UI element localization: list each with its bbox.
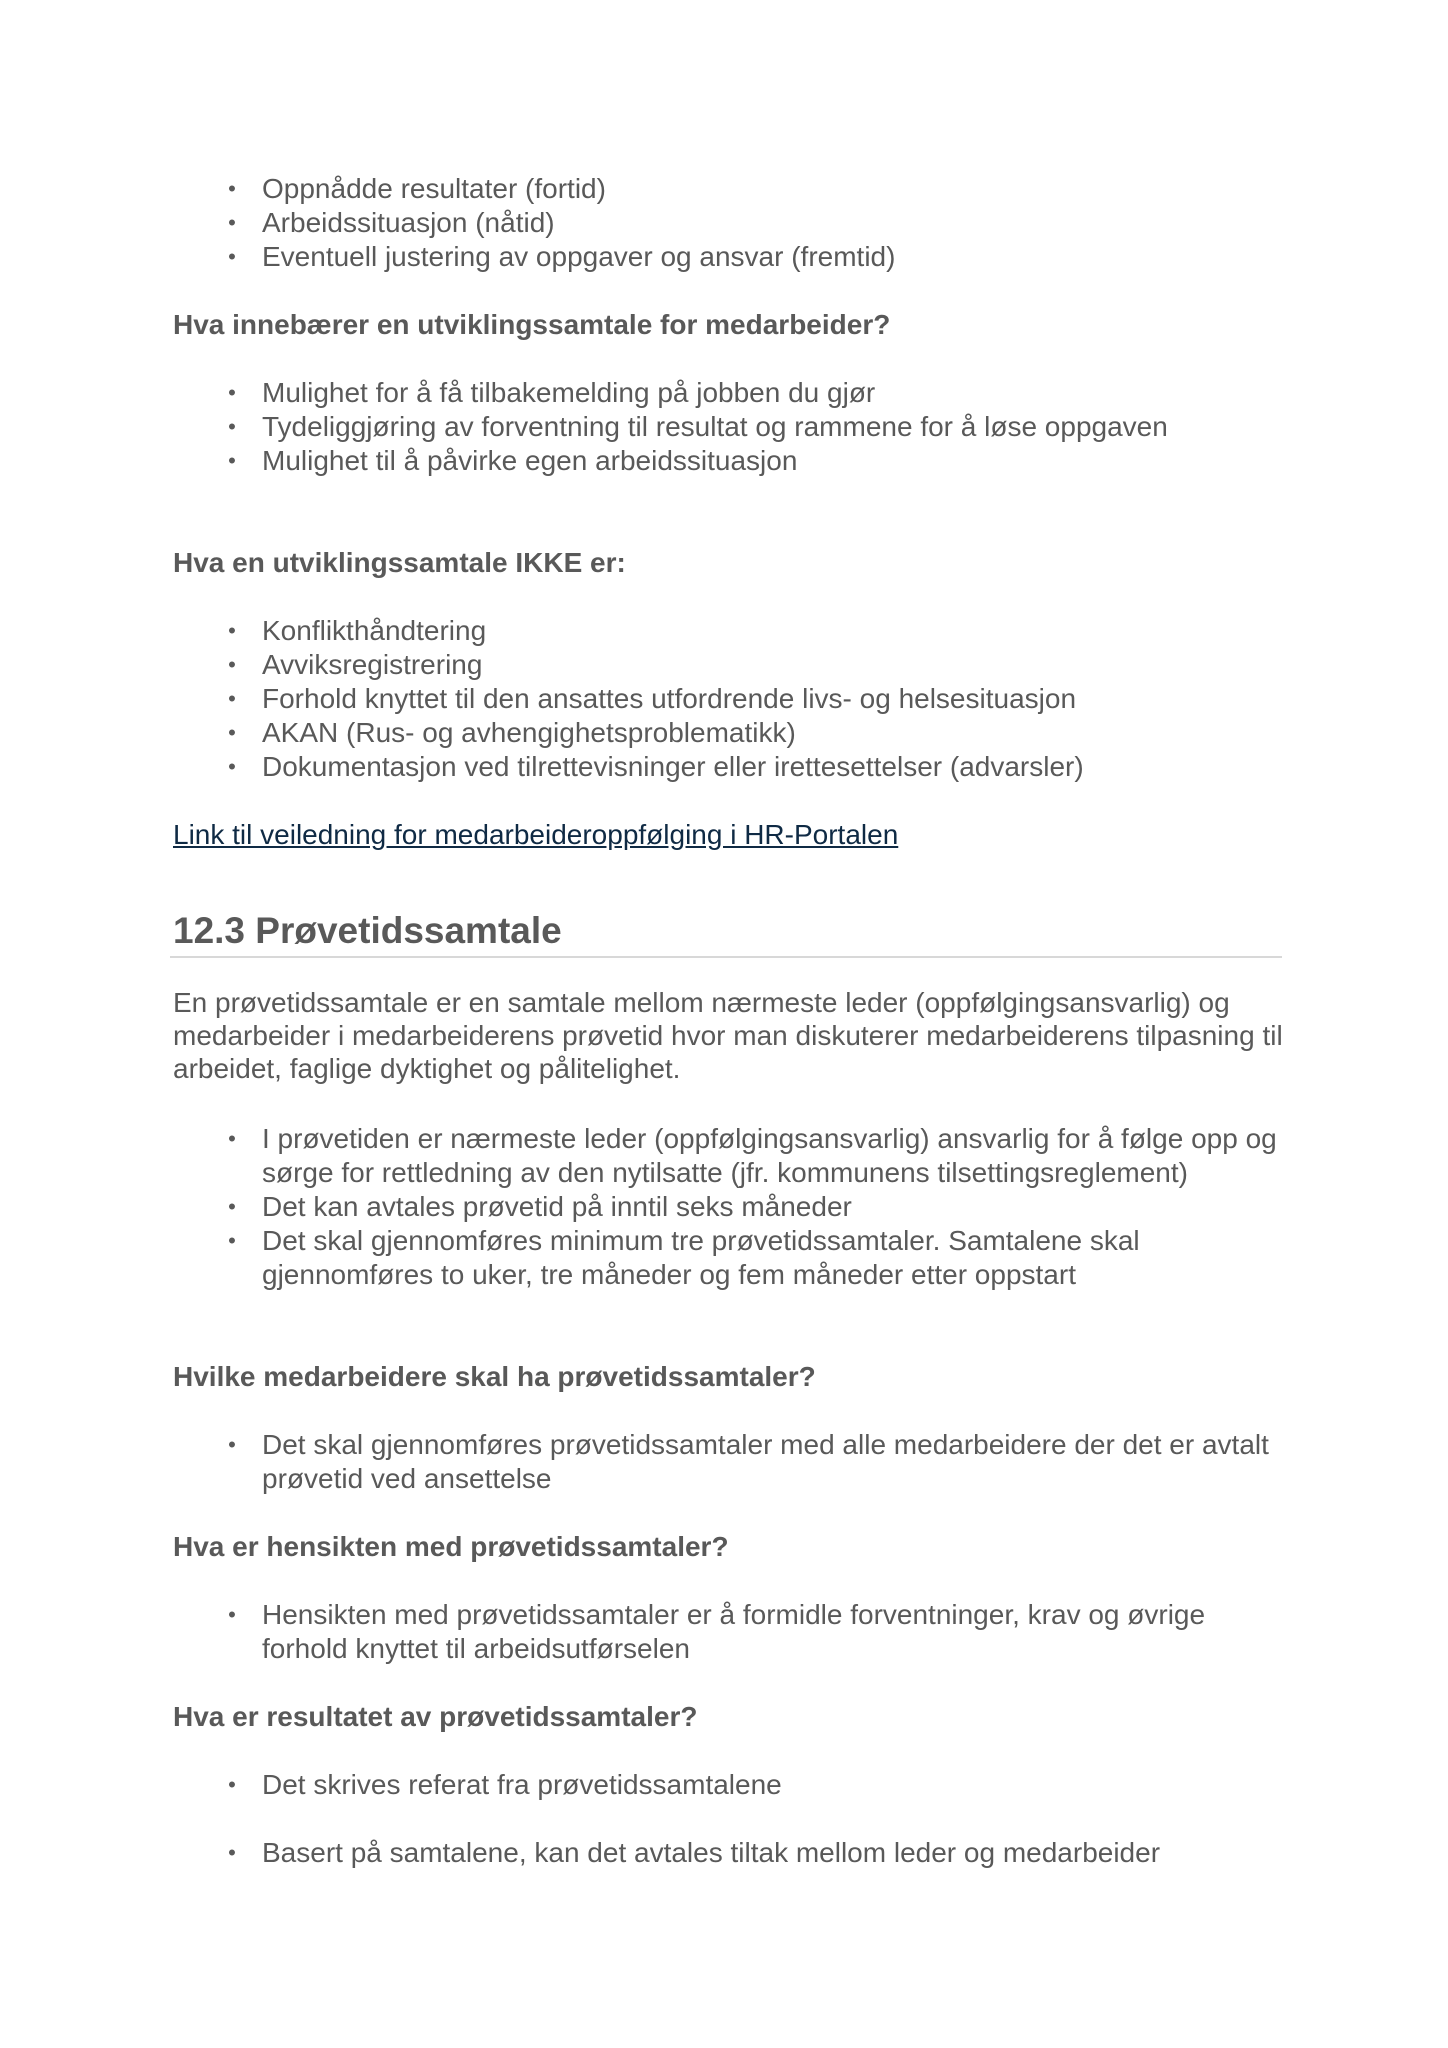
list-item: • Oppnådde resultater (fortid) (0, 172, 1292, 206)
list-item: • Det skrives referat fra prøvetidssamtalene (0, 1768, 1292, 1802)
bullet-icon: • (228, 244, 236, 269)
list-item: • I prøvetiden er nærmeste leder (oppfølgingsansvarlig) ansvarlig for å følge opp og sørge for rettledning av den nytilsatte (jfr. kommunens tilsettingsreglement) (0, 1122, 1292, 1190)
list-item: • Tydeliggjøring av forventning til resultat og rammene for å løse oppgaven (0, 410, 1292, 444)
bullet-icon: • (228, 1602, 236, 1627)
bullet-icon: • (228, 176, 236, 201)
involves-list (0, 376, 1292, 478)
heading-result: Hva er resultatet av prøvetidssamtaler? (173, 1701, 698, 1732)
bullet-icon: • (228, 210, 236, 235)
list-item: • Basert på samtalene, kan det avtales tiltak mellom leder og medarbeider (0, 1836, 1292, 1870)
result-list-2 (0, 1836, 1292, 1870)
not-list (0, 614, 1292, 784)
list-item: • Konflikthåndtering (0, 614, 1292, 648)
bullet-icon: • (228, 1228, 236, 1253)
list-item: • Avviksregistrering (0, 648, 1292, 682)
list-item: • Dokumentasjon ved tilrettevisninger eller irettesettelser (advarsler) (0, 750, 1292, 784)
section-divider (170, 956, 1282, 958)
bullet-icon: • (228, 720, 236, 745)
bullet-icon: • (228, 1126, 236, 1151)
list-item: • AKAN (Rus- og avhengighetsproblematikk) (0, 716, 1292, 750)
bullet-icon: • (228, 754, 236, 779)
list-item: • Det kan avtales prøvetid på inntil seks måneder (0, 1190, 1292, 1224)
probation-list (0, 1122, 1292, 1292)
list-item: • Arbeidssituasjon (nåtid) (0, 206, 1292, 240)
bullet-icon: • (228, 1840, 236, 1865)
list-item: • Det skal gjennomføres prøvetidssamtaler med alle medarbeidere der det er avtalt prøvetid ved ansettelse (0, 1428, 1292, 1496)
intro-paragraph: En prøvetidssamtale er en samtale mellom nærmeste leder (oppfølgingsansvarlig) og medarbeider i medarbeiderens prøvetid hvor man diskuterer medarbeiderens tilpasning til arbeidet, faglige dyktighet og pålitelighet. (173, 987, 1283, 1084)
bullet-icon: • (228, 1194, 236, 1219)
results-list (0, 172, 1292, 274)
bullet-icon: • (228, 652, 236, 677)
heading-what-it-involves: Hva innebærer en utviklingssamtale for medarbeider? (173, 309, 891, 340)
list-item: • Forhold knyttet til den ansattes utfordrende livs- og helsesituasjon (0, 682, 1292, 716)
bullet-icon: • (228, 686, 236, 711)
list-item: • Det skal gjennomføres minimum tre prøvetidssamtaler. Samtalene skal gjennomføres to uker, tre måneder og fem måneder etter oppstart (0, 1224, 1292, 1292)
list-item: • Hensikten med prøvetidssamtaler er å formidle forventninger, krav og øvrige forhold knyttet til arbeidsutførselen (0, 1598, 1292, 1666)
bullet-icon: • (228, 448, 236, 473)
list-item: • Mulighet til å påvirke egen arbeidssituasjon (0, 444, 1292, 478)
purpose-list (0, 1598, 1292, 1666)
heading-what-it-is-not: Hva en utviklingssamtale IKKE er: (173, 547, 626, 578)
heading-purpose: Hva er hensikten med prøvetidssamtaler? (173, 1531, 729, 1562)
bullet-icon: • (228, 618, 236, 643)
section-title: 12.3 Prøvetidssamtale (173, 910, 562, 951)
bullet-icon: • (228, 1432, 236, 1457)
list-item: • Mulighet for å få tilbakemelding på jobben du gjør (0, 376, 1292, 410)
bullet-icon: • (228, 380, 236, 405)
heading-which-employees: Hvilke medarbeidere skal ha prøvetidssamtaler? (173, 1361, 816, 1392)
list-item: • Eventuell justering av oppgaver og ansvar (fremtid) (0, 240, 1292, 274)
result-list (0, 1768, 1292, 1802)
hr-portal-link[interactable]: Link til veiledning for medarbeideroppfølging i HR-Portalen (173, 819, 899, 850)
bullet-icon: • (228, 414, 236, 439)
which-employees-list (0, 1428, 1292, 1496)
bullet-icon: • (228, 1772, 236, 1797)
